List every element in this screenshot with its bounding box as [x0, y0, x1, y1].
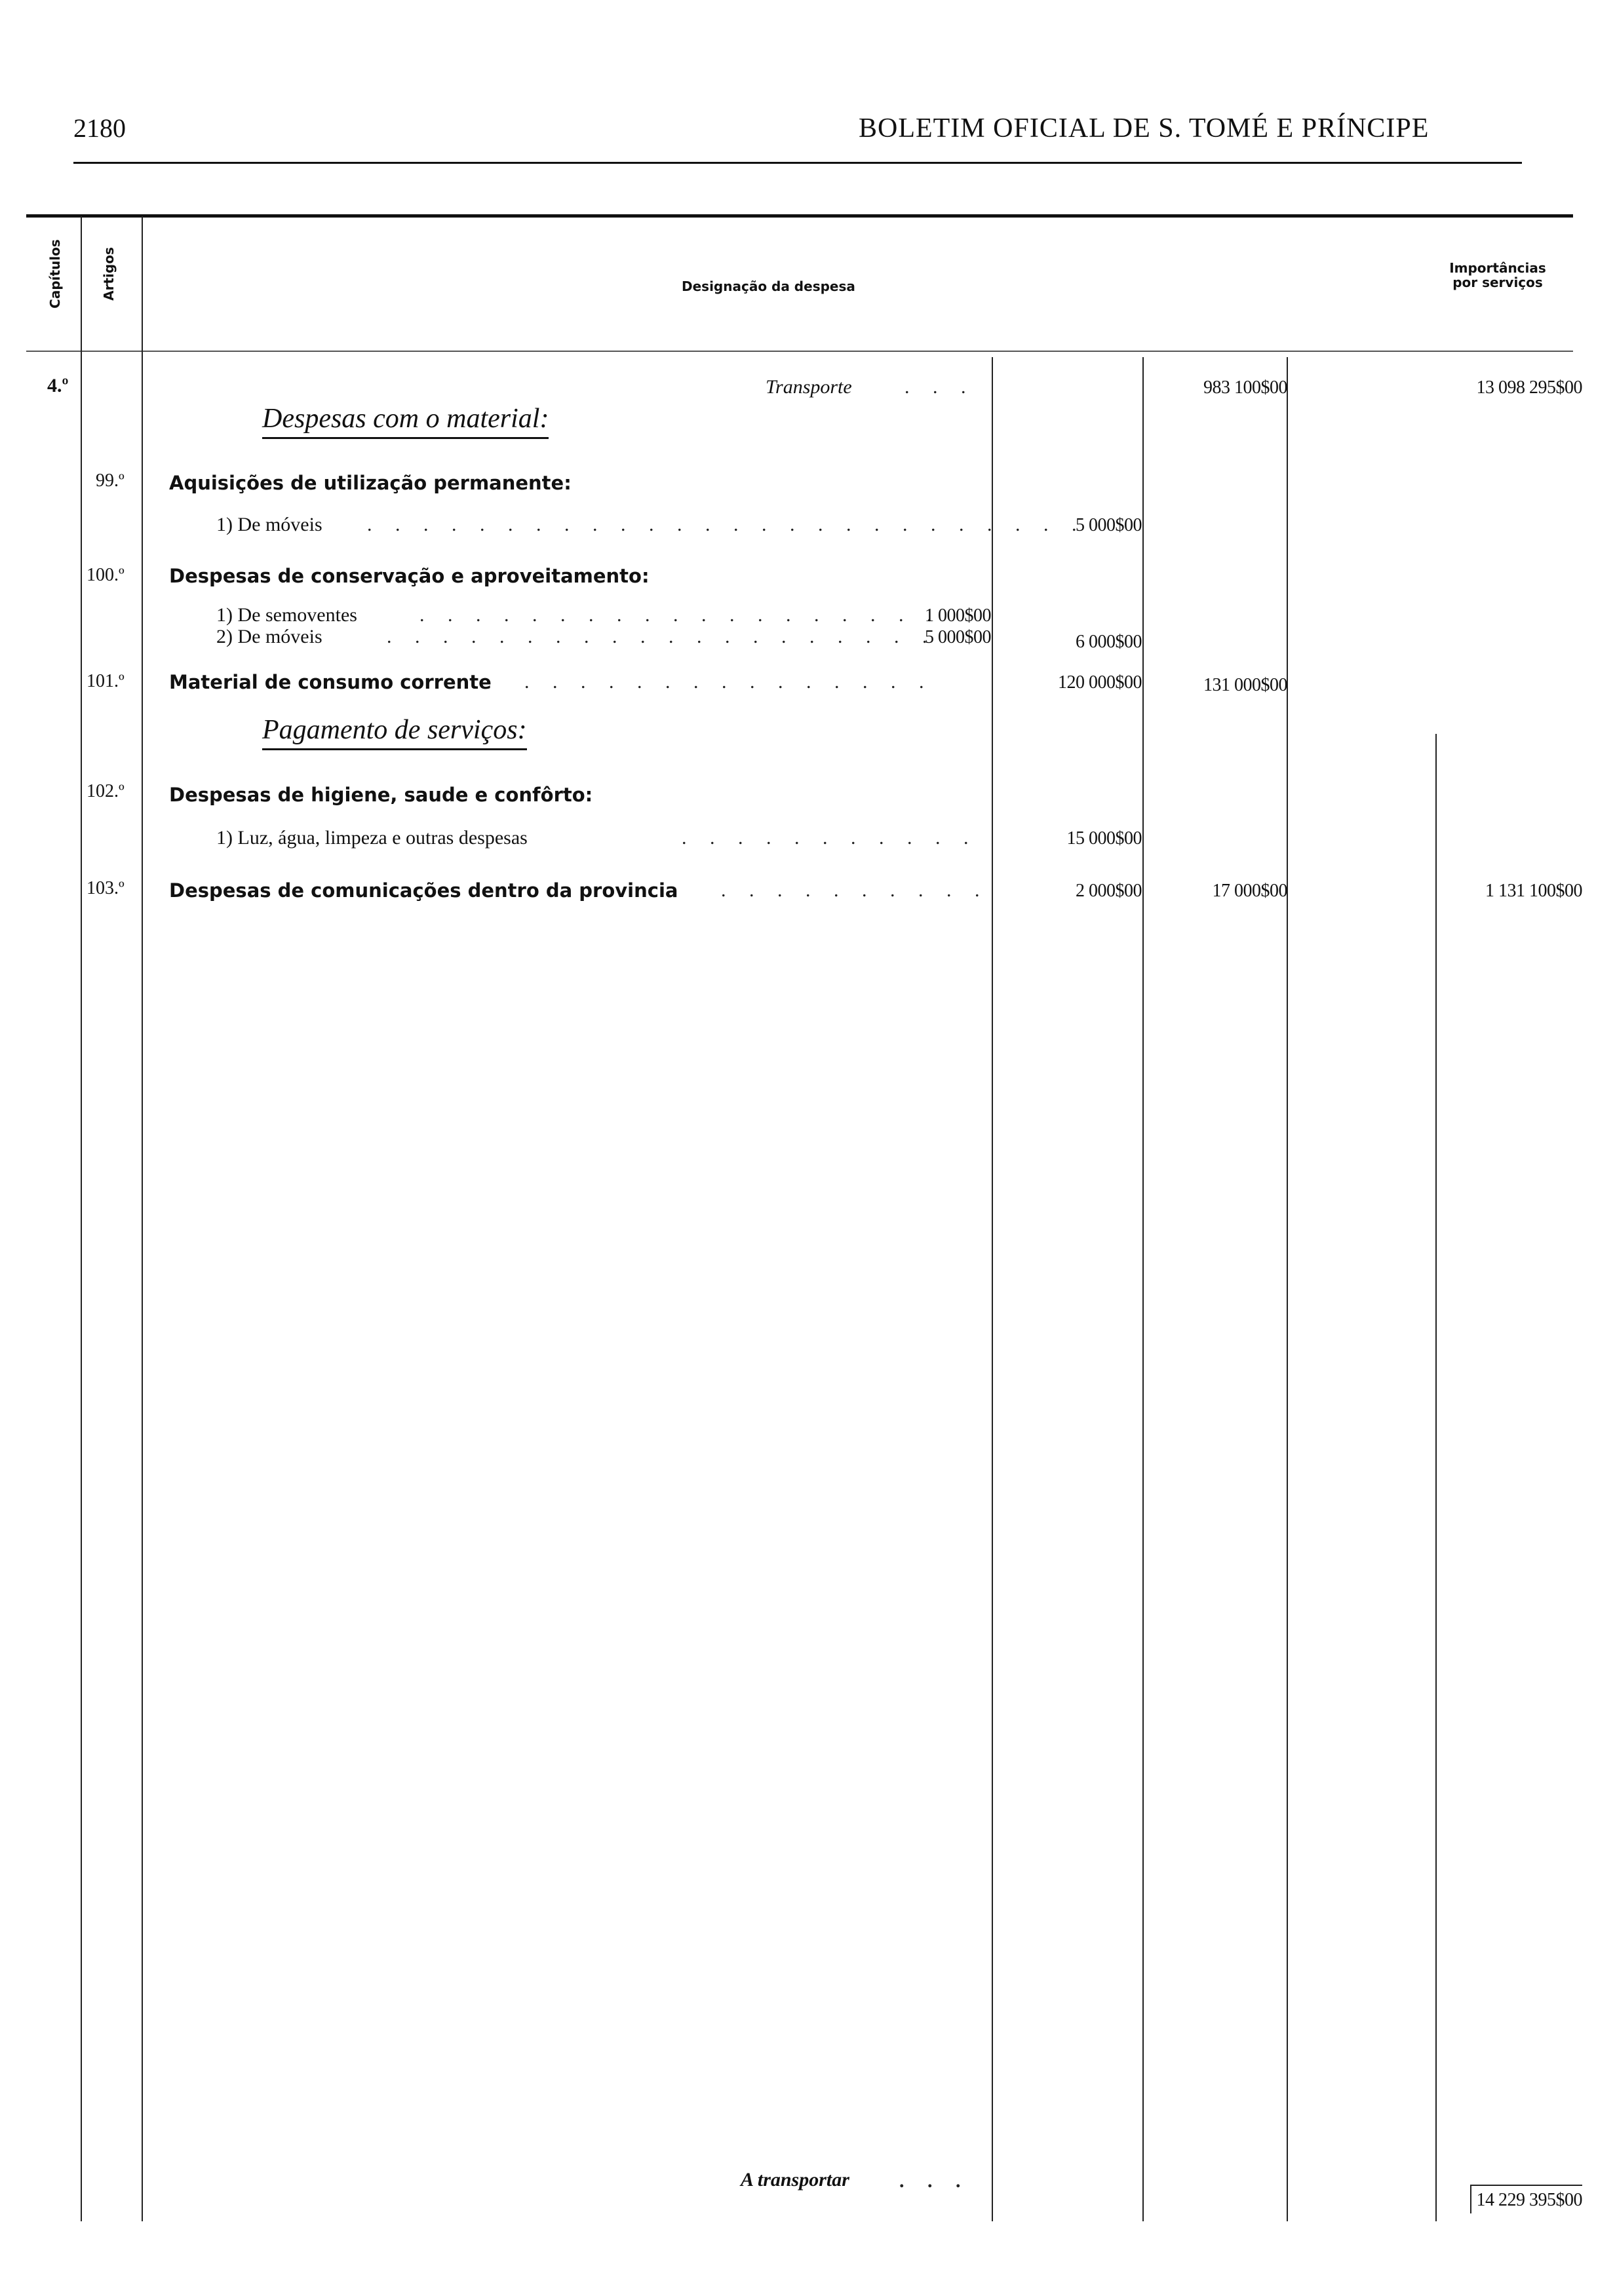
amount-col1-line: [992, 357, 993, 2221]
transport-label: Transporte: [766, 376, 852, 398]
page-number: 2180: [73, 113, 126, 143]
article-102-item-1-dots: . . . . . . . . . . .: [682, 827, 978, 849]
chapter-column-line: [81, 216, 82, 2221]
section-title-services: Pagamento de serviços:: [262, 714, 527, 750]
section-services-total: 17 000$00: [1212, 881, 1287, 901]
article-100-total: 6 000$00: [1076, 632, 1142, 652]
table-top-rule: [26, 214, 1573, 218]
article-100-title: Despesas de conservação e aproveitamento:: [169, 565, 650, 587]
amount-col4-line: [1435, 734, 1437, 2221]
article-101-number: 101.º: [87, 671, 125, 691]
amount-col2-line: [1142, 357, 1144, 2221]
article-103-title: Despesas de comunicações dentro da provincia: [169, 879, 678, 902]
transport-value-col5: 13 098 295$00: [1476, 377, 1582, 398]
article-100-item-2: 2) De móveis: [216, 626, 322, 647]
article-101-value: 120 000$00: [1058, 672, 1142, 693]
article-99-number: 99.º: [96, 470, 125, 491]
chapter-total: 1 131 100$00: [1485, 881, 1582, 901]
article-column-line: [142, 216, 143, 2221]
article-100-number: 100.º: [87, 565, 125, 585]
article-100-item-2-value: 5 000$00: [925, 627, 991, 647]
article-103-number: 103.º: [87, 878, 125, 898]
article-100-item-1: 1) De semoventes: [216, 604, 357, 626]
transport-dots: . . .: [905, 376, 975, 398]
column-header-designation: Designação da despesa: [682, 278, 855, 294]
article-102-title: Despesas de higiene, saude e confôrto:: [169, 784, 593, 806]
header-bottom-rule: [26, 351, 1573, 352]
column-header-amounts: Importâncias por serviços: [1449, 260, 1546, 290]
article-102-item-1: 1) Luz, água, limpeza e outras despesas: [216, 827, 528, 849]
carry-label: A transportar: [741, 2169, 849, 2191]
amount-col3-line: [1287, 357, 1288, 2221]
transport-value-col3: 983 100$00: [1203, 377, 1287, 398]
article-100-item-1-dots: . . . . . . . . . . . . . . . . . . .: [419, 604, 941, 626]
chapter-number: 4.º: [47, 375, 69, 396]
article-99-item-1-dots: . . . . . . . . . . . . . . . . . . . . . . . . . .: [367, 514, 1086, 535]
carry-value: 14 229 395$00: [1470, 2185, 1583, 2213]
section-material-total: 131 000$00: [1203, 675, 1287, 695]
article-100-item-1-value: 1 000$00: [925, 605, 991, 626]
carry-dots: . . .: [899, 2170, 970, 2192]
article-103-value: 2 000$00: [1076, 881, 1142, 901]
article-103-dots: . . . . . . . . . .: [721, 879, 989, 901]
article-102-item-1-value: 15 000$00: [1066, 828, 1142, 849]
publication-title: BOLETIM OFICIAL DE S. TOMÉ E PRÍNCIPE: [859, 113, 1430, 144]
section-title-material: Despesas com o material:: [262, 403, 549, 439]
article-100-item-2-dots: . . . . . . . . . . . . . . . . . . . .: [387, 626, 937, 647]
article-101-title: Material de consumo corrente: [169, 671, 492, 693]
column-header-chapters: Capítulos: [47, 239, 63, 309]
article-102-number: 102.º: [87, 781, 125, 801]
article-101-dots: . . . . . . . . . . . . . . .: [524, 671, 933, 693]
article-99-item-1-value: 5 000$00: [1076, 515, 1142, 535]
column-header-articles: Artigos: [101, 247, 117, 301]
article-99-item-1: 1) De móveis: [216, 514, 322, 535]
header-rule: [73, 162, 1522, 164]
article-99-title: Aquisições de utilização permanente:: [169, 472, 572, 494]
